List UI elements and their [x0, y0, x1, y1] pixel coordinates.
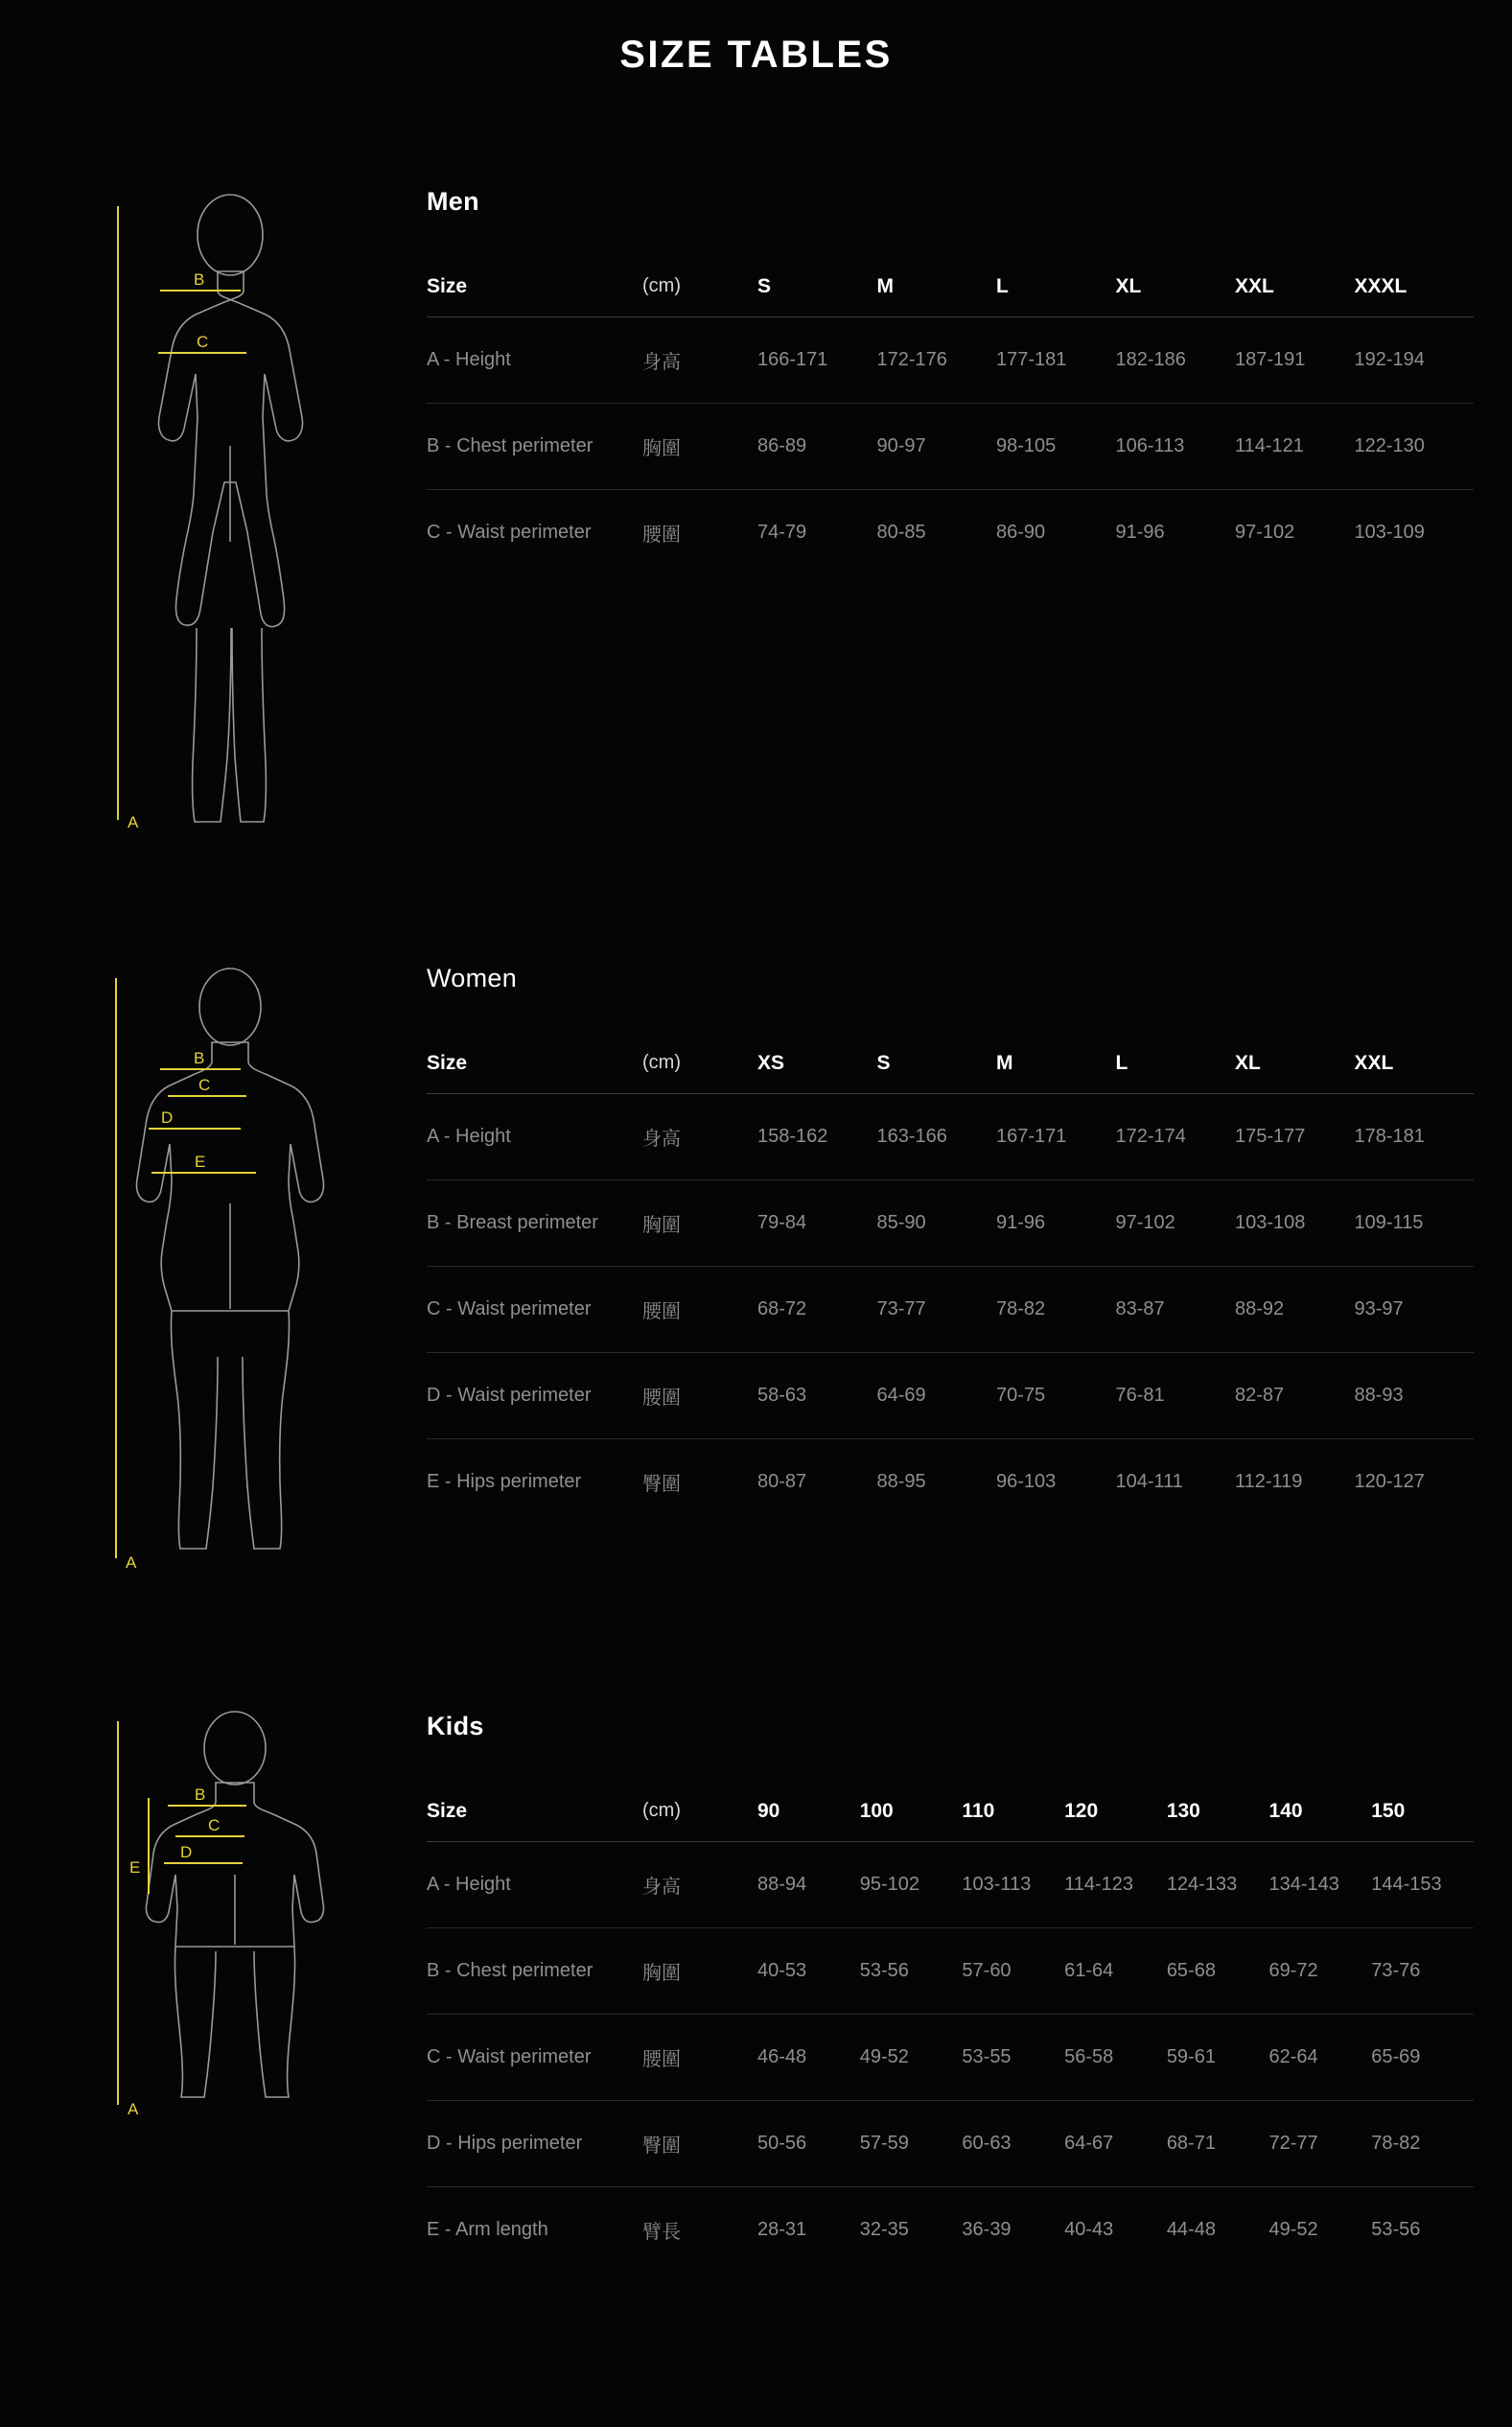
cell: 60-63: [962, 2100, 1064, 2186]
cell: 44-48: [1166, 2218, 1216, 2240]
header-130: 130: [1167, 1782, 1269, 1841]
header-90: 90: [757, 1782, 860, 1841]
cell: 88-93: [1355, 1352, 1475, 1438]
row-label-cn: 胸圍: [642, 1179, 757, 1266]
cell: 167-171: [996, 1093, 1116, 1179]
table-row: [427, 403, 1474, 489]
kids-label-a: A: [128, 2100, 139, 2118]
row-label-cn: 臀圍: [642, 1473, 681, 1495]
cell: 93-97: [1355, 1266, 1475, 1352]
row-label: A - Height: [427, 316, 642, 403]
table-kids: [427, 1782, 1474, 2273]
header-s: S: [757, 257, 877, 316]
cell: 114-123: [1064, 1841, 1167, 1927]
cell: 65-69: [1371, 2014, 1474, 2100]
cell: 28-31: [757, 2218, 807, 2240]
row-label-cn: 身高: [642, 316, 757, 403]
cell: 53-56: [860, 1927, 963, 2014]
men-label-b: B: [194, 270, 205, 289]
header-l: L: [1116, 1034, 1236, 1093]
table-row: [427, 316, 1474, 403]
row-label-cn: 身高: [642, 1093, 757, 1179]
women-label-c: C: [198, 1076, 211, 1094]
cell: 172-176: [877, 316, 997, 403]
cell: 80-87: [757, 1470, 807, 1492]
cell: 78-82: [996, 1266, 1116, 1352]
row-label-cn: 腰圍: [642, 2014, 757, 2100]
cell: 58-63: [757, 1352, 877, 1438]
cell: 166-171: [757, 316, 877, 403]
cell: 182-186: [1116, 316, 1236, 403]
cell: 36-39: [962, 2218, 1012, 2240]
cell: 91-96: [996, 1179, 1116, 1266]
header-m: M: [996, 1034, 1116, 1093]
cell: 88-95: [876, 1470, 926, 1492]
row-label-cn: 臀圍: [642, 2100, 757, 2186]
cell: 192-194: [1355, 316, 1475, 403]
row-label: E - Hips perimeter: [427, 1470, 582, 1492]
women-label-b: B: [194, 1049, 205, 1067]
cell: 62-64: [1269, 2014, 1372, 2100]
cell: 73-76: [1371, 1927, 1474, 2014]
cell: 57-59: [860, 2100, 963, 2186]
cell: 86-90: [996, 521, 1046, 543]
row-label-cn: 腰圍: [642, 1352, 757, 1438]
cell: 49-52: [1268, 2218, 1318, 2240]
header-unit: (cm): [642, 1782, 757, 1841]
table-row: [427, 1266, 1474, 1352]
cell: 88-94: [757, 1841, 860, 1927]
cell: 90-97: [877, 403, 997, 489]
cell: 109-115: [1355, 1179, 1475, 1266]
header-unit: (cm): [642, 257, 757, 316]
cell: 72-77: [1269, 2100, 1372, 2186]
section-heading-men: Men: [427, 187, 479, 216]
kids-body-diagram: [53, 1702, 398, 2153]
table-women: [427, 1034, 1474, 1525]
header-100: 100: [860, 1782, 963, 1841]
row-label-cn: 腰圍: [642, 1266, 757, 1352]
header-140: 140: [1269, 1782, 1372, 1841]
cell: 70-75: [996, 1352, 1116, 1438]
table-row: [427, 1093, 1474, 1179]
women-label-d: D: [161, 1108, 174, 1127]
cell: 59-61: [1167, 2014, 1269, 2100]
table-header-row: [427, 1782, 1474, 1841]
header-110: 110: [962, 1782, 1064, 1841]
cell: 172-174: [1116, 1093, 1236, 1179]
cell: 88-92: [1235, 1266, 1355, 1352]
cell: 104-111: [1115, 1470, 1183, 1492]
header-s: S: [877, 1034, 997, 1093]
cell: 50-56: [757, 2100, 860, 2186]
row-label-cn: 身高: [642, 1841, 757, 1927]
cell: 68-72: [757, 1266, 877, 1352]
cell: 53-56: [1371, 2218, 1421, 2240]
table-row: [427, 1438, 1474, 1525]
kids-label-b: B: [195, 1785, 206, 1804]
women-label-e: E: [195, 1153, 206, 1171]
cell: 80-85: [876, 521, 926, 543]
men-body-outline: [158, 195, 302, 822]
cell: 76-81: [1116, 1352, 1236, 1438]
section-heading-kids: Kids: [427, 1712, 484, 1740]
cell: 40-53: [757, 1927, 860, 2014]
header-xxxl: XXXL: [1355, 257, 1475, 316]
header-size: Size: [427, 257, 642, 316]
cell: 120-127: [1354, 1470, 1425, 1492]
cell: 69-72: [1269, 1927, 1372, 2014]
section-heading-women: Women: [427, 964, 518, 992]
men-body-diagram: [53, 177, 398, 849]
row-label: D - Waist perimeter: [427, 1352, 642, 1438]
cell: 53-55: [962, 2014, 1064, 2100]
kids-label-d: D: [180, 1843, 193, 1861]
kids-body-outline: [146, 1712, 323, 2097]
cell: 56-58: [1064, 2014, 1167, 2100]
figure-kids: [53, 1702, 427, 2153]
row-label-cn: 胸圍: [642, 1927, 757, 2014]
cell: 134-143: [1269, 1841, 1372, 1927]
cell: 163-166: [877, 1093, 997, 1179]
table-row: [427, 1841, 1474, 1927]
cell: 40-43: [1064, 2218, 1114, 2240]
cell: 114-121: [1235, 403, 1355, 489]
header-l: L: [996, 257, 1116, 316]
table-kids-wrapper: [427, 1702, 1474, 2273]
figure-men: [53, 177, 427, 849]
women-body-outline: [136, 968, 323, 1549]
cell: 82-87: [1235, 1352, 1355, 1438]
cell: 61-64: [1064, 1927, 1167, 2014]
cell: 178-181: [1355, 1093, 1475, 1179]
header-xxl: XXL: [1235, 257, 1355, 316]
table-row: [427, 2014, 1474, 2100]
cell: 103-113: [962, 1841, 1064, 1927]
cell: 97-102: [1116, 1179, 1236, 1266]
cell: 85-90: [877, 1179, 997, 1266]
row-label: C - Waist perimeter: [427, 2014, 642, 2100]
cell: 73-77: [877, 1266, 997, 1352]
cell: 32-35: [859, 2218, 909, 2240]
cell: 83-87: [1116, 1266, 1236, 1352]
cell: 64-67: [1064, 2100, 1167, 2186]
section-kids: [0, 1702, 1512, 2273]
header-xs: XS: [757, 1034, 877, 1093]
header-size: Size: [427, 1782, 642, 1841]
row-label: C - Waist perimeter: [427, 521, 592, 543]
table-row: [427, 2100, 1474, 2186]
table-row: [427, 489, 1474, 575]
kids-label-e: E: [129, 1858, 141, 1877]
row-label: B - Chest perimeter: [427, 1927, 642, 2014]
cell: 68-71: [1167, 2100, 1269, 2186]
table-men-wrapper: [427, 177, 1474, 575]
page-title: SIZE TABLES: [619, 34, 893, 76]
row-label-cn: 胸圍: [642, 403, 757, 489]
row-label: D - Hips perimeter: [427, 2100, 642, 2186]
table-row: [427, 1352, 1474, 1438]
cell: 96-103: [996, 1470, 1057, 1492]
cell: 144-153: [1371, 1841, 1474, 1927]
cell: 95-102: [860, 1841, 963, 1927]
row-label: E - Arm length: [427, 2218, 548, 2240]
header-xl: XL: [1116, 257, 1236, 316]
figure-women: [53, 954, 427, 1587]
cell: 177-181: [996, 316, 1116, 403]
table-header-row: [427, 257, 1474, 316]
header-150: 150: [1371, 1782, 1474, 1841]
cell: 78-82: [1371, 2100, 1474, 2186]
table-header-row: [427, 1034, 1474, 1093]
women-body-diagram: [53, 954, 398, 1587]
section-women: [0, 954, 1512, 1587]
header-size: Size: [427, 1034, 642, 1093]
row-label: A - Height: [427, 1841, 642, 1927]
cell: 98-105: [996, 403, 1116, 489]
cell: 158-162: [757, 1093, 877, 1179]
cell: 124-133: [1167, 1841, 1269, 1927]
men-label-a: A: [128, 813, 139, 831]
table-row: [427, 1179, 1474, 1266]
section-men: [0, 177, 1512, 849]
cell: 86-89: [757, 403, 877, 489]
header-xl: XL: [1235, 1034, 1355, 1093]
cell: 91-96: [1115, 521, 1165, 543]
header-m: M: [877, 257, 997, 316]
row-label-cn: 臂長: [642, 2221, 681, 2243]
cell: 106-113: [1116, 403, 1236, 489]
cell: 103-109: [1354, 521, 1425, 543]
cell: 79-84: [757, 1179, 877, 1266]
cell: 175-177: [1235, 1093, 1355, 1179]
table-row: [427, 2186, 1474, 2273]
row-label-cn: 腰圍: [642, 524, 681, 546]
women-label-a: A: [126, 1553, 137, 1572]
header-120: 120: [1064, 1782, 1167, 1841]
table-women-wrapper: [427, 954, 1474, 1525]
cell: 74-79: [757, 521, 807, 543]
kids-label-c: C: [208, 1816, 221, 1834]
header-unit: (cm): [642, 1034, 757, 1093]
cell: 103-108: [1235, 1179, 1355, 1266]
row-label: B - Chest perimeter: [427, 403, 642, 489]
header-xxl: XXL: [1355, 1034, 1475, 1093]
cell: 122-130: [1355, 403, 1475, 489]
table-row: [427, 1927, 1474, 2014]
row-label: B - Breast perimeter: [427, 1179, 642, 1266]
cell: 46-48: [757, 2014, 860, 2100]
men-label-c: C: [197, 333, 209, 351]
cell: 64-69: [877, 1352, 997, 1438]
cell: 49-52: [860, 2014, 963, 2100]
cell: 57-60: [962, 1927, 1064, 2014]
cell: 112-119: [1235, 1470, 1303, 1492]
table-men: [427, 257, 1474, 575]
cell: 97-102: [1235, 521, 1295, 543]
row-label: A - Height: [427, 1093, 642, 1179]
cell: 187-191: [1235, 316, 1355, 403]
cell: 65-68: [1167, 1927, 1269, 2014]
row-label: C - Waist perimeter: [427, 1266, 642, 1352]
